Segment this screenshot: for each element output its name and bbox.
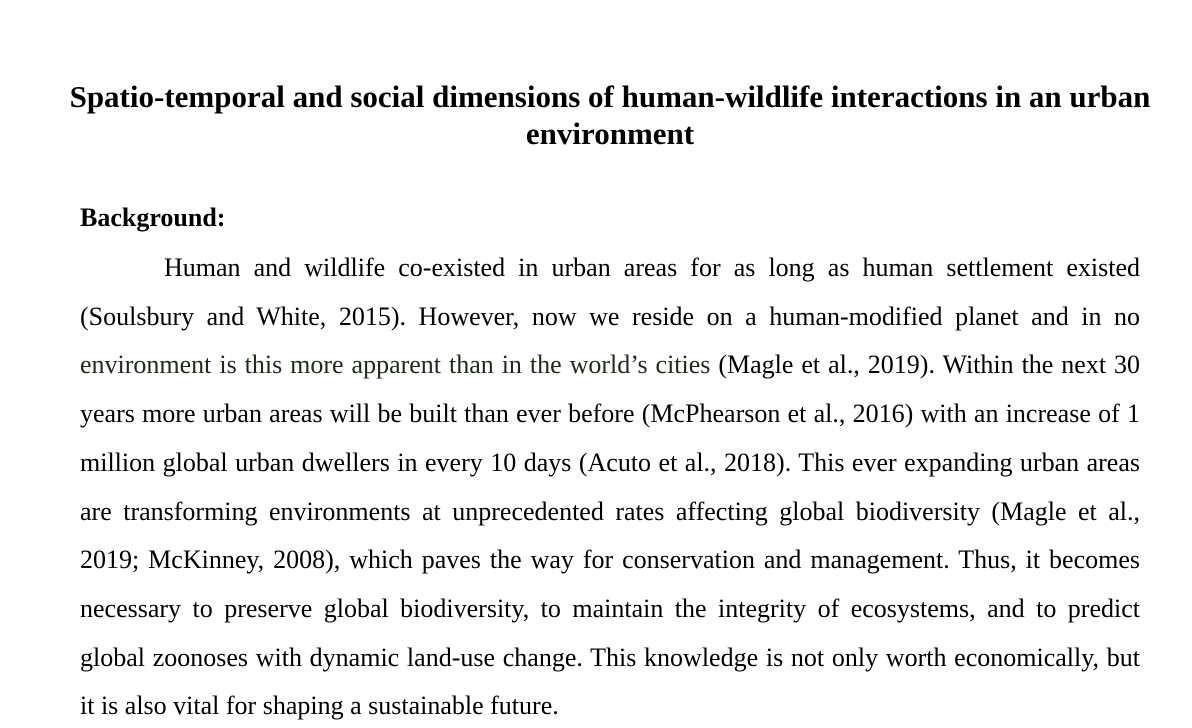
section-heading-background: Background: [80,203,226,232]
paragraph-segment-3: (Magle et al., 2019). Within the next 30 years more urban areas will be built than ever before (McPhearson et al., 2016) with an increase of 1 million global urban dwellers in every 10 days (Acuto et al., 2018). This ever expanding urban areas are transforming environments at unprecedented rates affecting global biodiversity (Magle et al., 2019; McKinney, 2008), which paves the way for conservation and management. Thus, it becomes necessary to preserve global biodiversity, to maintain the integrity of ecosystems, and to predict global zoonoses with dynamic land-use change. This knowledge is not only worth economically, but it is also vital for shaping a sustainable future. [80,350,1140,721]
background-paragraph [80,244,1140,728]
document-title: Spatio-temporal and social dimensions of human-wildlife interactions in an urban environment [69,79,1151,151]
paragraph-segment-1: Human and wildlife co-existed in urban areas for as long as human settlement existed (Soulsbury and White, 2015). However, now we reside on a human-modified planet and in no [80,253,1140,331]
paragraph-segment-2: environment is this more apparent than in the world’s cities [80,350,711,380]
